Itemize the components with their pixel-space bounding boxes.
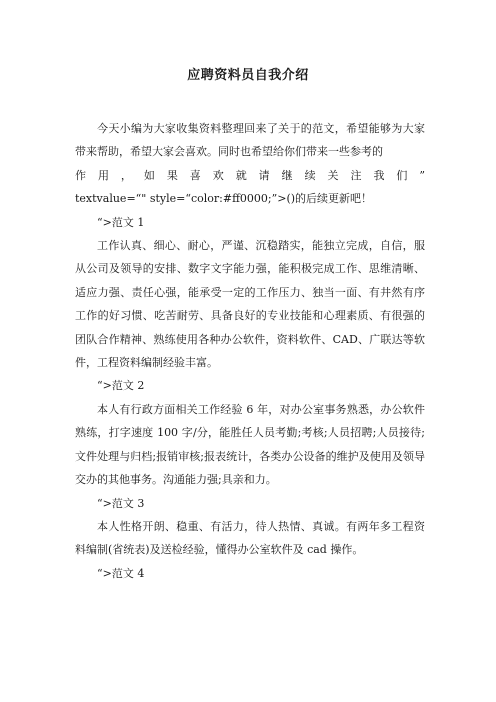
intro-paragraph: 今天小编为大家收集资料整理回来了关于的范文，希望能够为大家带来帮助，希望大家会喜欢。同时也希望给你们带来一些参考的 — [75, 122, 425, 159]
section-2-body: 本人有行政方面相关工作经验 6 年，对办公室事务熟悉，办公软件熟练，打字速度 100 字/分，能胜任人员考勤;考核;人员招聘;人员接待;文件处理与归档;报销审核;报表统计，各类办公设备的维护及使用及领导交办的其他事务。沟通能力强;具亲和力。 — [75, 402, 425, 487]
section-1-body: 工作认真、细心、耐心，严谨、沉稳踏实，能独立完成，自信，服从公司及领导的安排、数字文字能力强，能积极完成工作、思维清晰、适应力强、责任心强，能承受一定的工作压力、独当一面、有井然有序工作的好习惯、吃苦耐劳、具备良好的专业技能和心理素质、有很强的团队合作精神、熟练使用各种办公软件，资料软件、CAD、广联达等软件，工程资料编制经验丰富。 — [75, 239, 425, 370]
document-body — [75, 117, 425, 585]
document-title: 应聘资料员自我介绍 — [187, 68, 309, 83]
section-1-heading: “>范文 1 — [97, 215, 145, 229]
section-3-heading: “>范文 3 — [97, 496, 145, 510]
intro-continuation: textvalue=“" style=“color:#ff0000;”>()的后续更新吧！ — [75, 192, 373, 206]
section-4-heading: “>范文 4 — [97, 566, 145, 580]
section-2-heading: “>范文 2 — [97, 379, 145, 393]
section-3-body: 本人性格开朗、稳重、有活力，待人热情、真诚。有两年多工程资料编制(省统表)及送检经验，懂得办公室软件及 cad 操作。 — [75, 519, 425, 557]
intro-spread-line: 作 用 ， 如 果 喜 欢 就 请 继 续 关 注 我 们 ” — [75, 168, 425, 182]
